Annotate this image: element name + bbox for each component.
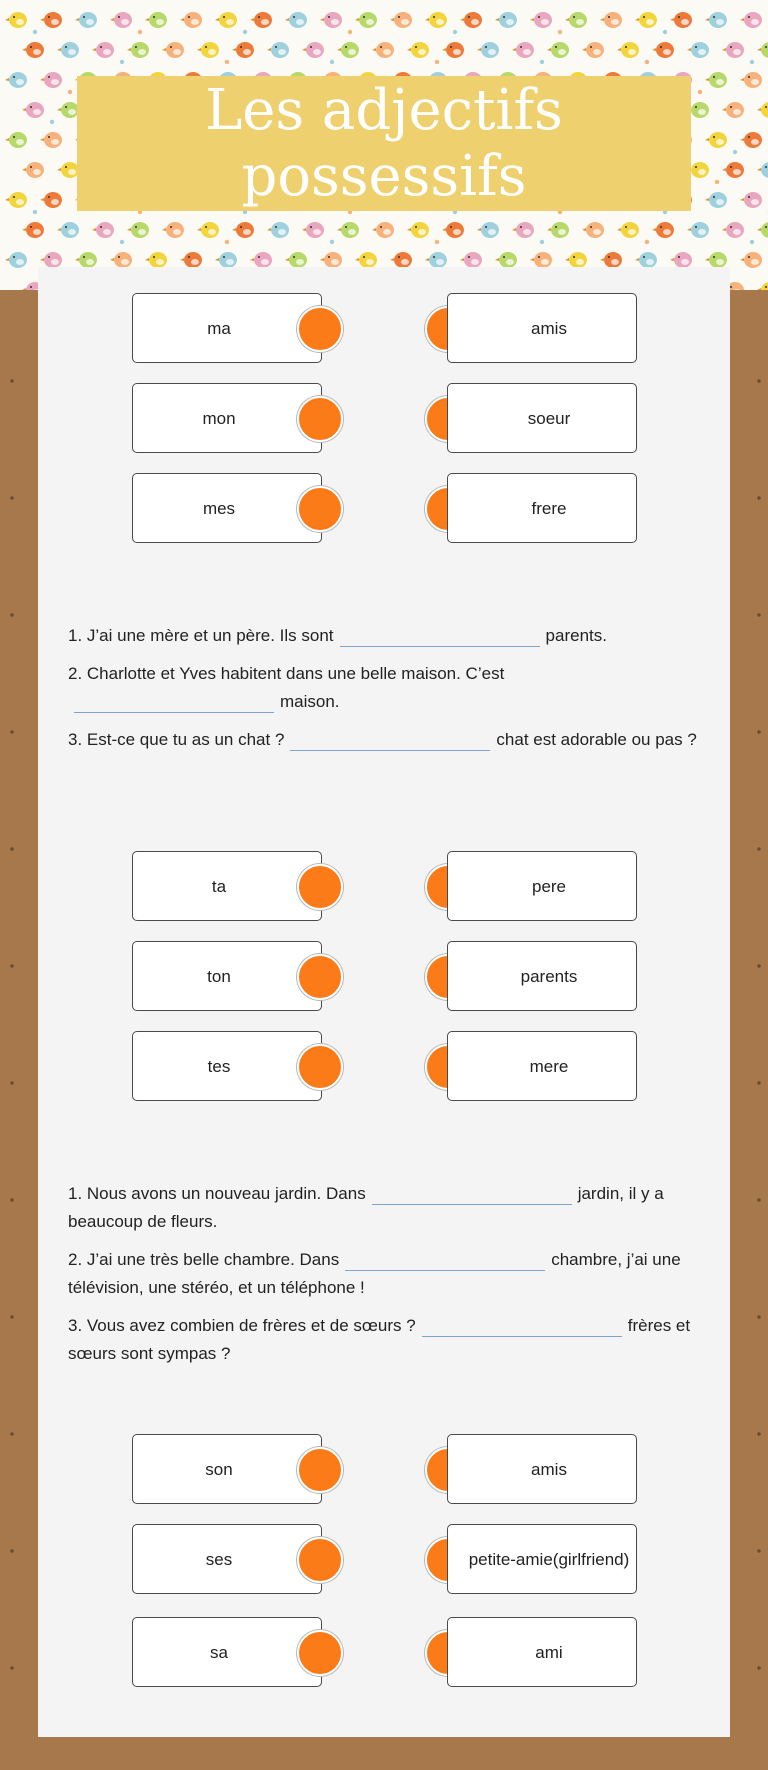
bird-motif [40, 252, 62, 268]
match-card-right: ami [447, 1617, 637, 1687]
bird-motif [110, 252, 132, 268]
bird-motif [57, 102, 79, 118]
connector-dot[interactable] [297, 1447, 343, 1493]
bird-motif [740, 132, 762, 148]
title-box [77, 76, 691, 211]
match-card-left: mon [132, 383, 322, 453]
bird-motif [635, 12, 657, 28]
question [68, 1312, 700, 1368]
bird-motif [22, 102, 44, 118]
bird-motif [705, 132, 727, 148]
bird-motif [722, 222, 744, 238]
bird-motif [75, 252, 97, 268]
bird-motif [250, 252, 272, 268]
bird-motif [600, 252, 622, 268]
question-text: 2. J’ai une très belle chambre. Dans [68, 1250, 340, 1269]
bird-motif [337, 42, 359, 58]
answer-field[interactable] [422, 1317, 622, 1337]
confetti-dot [225, 60, 229, 64]
connector-dot[interactable] [297, 1630, 343, 1676]
bird-motif [757, 222, 768, 238]
bird-motif [5, 252, 27, 268]
bird-motif [110, 12, 132, 28]
bird-motif [145, 12, 167, 28]
connector-dot[interactable] [297, 486, 343, 532]
bird-motif [57, 42, 79, 58]
bird-motif [5, 132, 27, 148]
bird-motif [232, 222, 254, 238]
bird-motif [477, 42, 499, 58]
bird-motif [5, 192, 27, 208]
confetti-dot [348, 30, 352, 34]
connector-dot[interactable] [297, 954, 343, 1000]
bird-motif [337, 222, 359, 238]
bird-motif [22, 42, 44, 58]
bird-motif [320, 252, 342, 268]
bird-motif [722, 162, 744, 178]
answer-field[interactable] [340, 627, 540, 647]
bird-motif [22, 222, 44, 238]
bird-motif [57, 162, 79, 178]
match-card-right: mere [447, 1031, 637, 1101]
bird-motif [92, 222, 114, 238]
bird-motif [652, 222, 674, 238]
match-row [38, 1434, 730, 1504]
bird-motif [285, 12, 307, 28]
bird-motif [565, 12, 587, 28]
confetti-dot [645, 240, 649, 244]
bird-motif [5, 12, 27, 28]
bird-motif [670, 252, 692, 268]
header-banner [0, 0, 768, 290]
bird-motif [302, 222, 324, 238]
bird-motif [372, 42, 394, 58]
match-card-left: mes [132, 473, 322, 543]
bird-motif [442, 42, 464, 58]
bird-motif [687, 42, 709, 58]
match-card-left: ton [132, 941, 322, 1011]
match-card-left: sa [132, 1617, 322, 1687]
confetti-dot [715, 180, 719, 184]
bird-motif [477, 222, 499, 238]
bird-motif [390, 252, 412, 268]
confetti-dot [540, 240, 544, 244]
bird-motif [512, 42, 534, 58]
bird-motif [757, 162, 768, 178]
connector-dot[interactable] [297, 1537, 343, 1583]
bird-motif [57, 222, 79, 238]
match-row [38, 851, 730, 921]
bird-motif [582, 222, 604, 238]
bird-motif [530, 252, 552, 268]
bird-motif [355, 252, 377, 268]
bird-motif [705, 252, 727, 268]
bird-motif [425, 252, 447, 268]
bird-motif [162, 42, 184, 58]
bird-motif [127, 222, 149, 238]
bird-motif [740, 72, 762, 88]
bird-motif [652, 42, 674, 58]
match-row [38, 293, 730, 363]
bird-motif [757, 102, 768, 118]
question [68, 660, 700, 716]
confetti-dot [225, 240, 229, 244]
bird-motif [740, 192, 762, 208]
question-text: chat est adorable ou pas ? [496, 730, 697, 749]
confetti-dot [733, 150, 737, 154]
bird-motif [250, 12, 272, 28]
confetti-dot [120, 240, 124, 244]
bird-motif [180, 12, 202, 28]
bird-motif [722, 102, 744, 118]
bird-motif [5, 72, 27, 88]
confetti-dot [750, 240, 754, 244]
fill-in-exercise-2 [68, 1180, 700, 1378]
confetti-dot [750, 60, 754, 64]
match-card-left: tes [132, 1031, 322, 1101]
bird-motif [355, 12, 377, 28]
connector-dot[interactable] [297, 864, 343, 910]
bird-motif [635, 252, 657, 268]
confetti-dot [50, 120, 54, 124]
confetti-dot [120, 60, 124, 64]
question-text: 3. Est-ce que tu as un chat ? [68, 730, 285, 749]
confetti-dot [663, 30, 667, 34]
confetti-dot [645, 60, 649, 64]
connector-dot[interactable] [297, 306, 343, 352]
bird-motif [740, 252, 762, 268]
match-card-right: petite-amie(girlfriend) [447, 1524, 637, 1594]
bird-motif [145, 252, 167, 268]
bird-motif [215, 12, 237, 28]
bird-motif [705, 72, 727, 88]
bird-motif [512, 222, 534, 238]
confetti-dot [138, 30, 142, 34]
bird-motif [302, 42, 324, 58]
bird-motif [22, 162, 44, 178]
fill-in-exercise-1 [68, 622, 700, 764]
bird-motif [565, 252, 587, 268]
question-text: 1. Nous avons un nouveau jardin. Dans [68, 1184, 366, 1203]
bird-motif [232, 42, 254, 58]
bird-motif [320, 12, 342, 28]
match-card-left: ses [132, 1524, 322, 1594]
bird-motif [197, 222, 219, 238]
connector-dot[interactable] [297, 1044, 343, 1090]
bird-motif [390, 12, 412, 28]
bird-motif [617, 222, 639, 238]
bird-motif [162, 222, 184, 238]
bird-motif [215, 252, 237, 268]
bird-motif [285, 252, 307, 268]
question-text: 2. Charlotte et Yves habitent dans une belle maison. C’est [68, 664, 505, 683]
question [68, 622, 700, 650]
match-card-right: frere [447, 473, 637, 543]
bird-motif [705, 192, 727, 208]
match-row [38, 473, 730, 543]
bird-motif [530, 12, 552, 28]
bird-motif [670, 12, 692, 28]
bird-motif [757, 42, 768, 58]
bird-motif [495, 252, 517, 268]
bird-motif [127, 42, 149, 58]
question-text: 1. J’ai une mère et un père. Ils sont [68, 626, 334, 645]
match-row [38, 1617, 730, 1687]
question [68, 726, 700, 754]
bird-motif [75, 12, 97, 28]
answer-field[interactable] [290, 731, 490, 751]
match-card-right: amis [447, 1434, 637, 1504]
bird-motif [600, 12, 622, 28]
match-card-right: amis [447, 293, 637, 363]
question [68, 1180, 700, 1236]
confetti-dot [435, 240, 439, 244]
bird-motif [40, 12, 62, 28]
bird-motif [547, 222, 569, 238]
bird-motif [92, 42, 114, 58]
question-text: frères et sœurs sont sympas ? [68, 1316, 691, 1363]
match-card-left: son [132, 1434, 322, 1504]
bird-motif [740, 12, 762, 28]
answer-field[interactable] [372, 1185, 572, 1205]
confetti-dot [68, 90, 72, 94]
bird-motif [197, 42, 219, 58]
bird-motif [40, 72, 62, 88]
confetti-dot [330, 240, 334, 244]
match-card-left: ta [132, 851, 322, 921]
bird-motif [407, 222, 429, 238]
bird-motif [407, 42, 429, 58]
question-text: maison. [280, 692, 340, 711]
question-text: 3. Vous avez combien de frères et de sœurs ? [68, 1316, 416, 1335]
bird-motif [705, 12, 727, 28]
bird-motif [425, 12, 447, 28]
question [68, 1246, 700, 1302]
question-text: parents. [545, 626, 607, 645]
match-row [38, 941, 730, 1011]
confetti-dot [33, 30, 37, 34]
question-text: chambre, j’ai une télévision, une stéréo, et un téléphone ! [68, 1250, 681, 1297]
bird-motif [582, 42, 604, 58]
question-text: jardin, il y a beaucoup de fleurs. [68, 1184, 664, 1231]
bird-motif [267, 42, 289, 58]
confetti-dot [698, 90, 702, 94]
worksheet [38, 267, 730, 1737]
bird-motif [460, 12, 482, 28]
answer-field[interactable] [74, 693, 274, 713]
bird-motif [180, 252, 202, 268]
bird-motif [617, 42, 639, 58]
confetti-dot [330, 60, 334, 64]
confetti-dot [558, 30, 562, 34]
page-title: Les adjectifs possessifs [205, 77, 563, 209]
match-row [38, 1031, 730, 1101]
confetti-dot [540, 60, 544, 64]
confetti-dot [435, 60, 439, 64]
bird-motif [460, 252, 482, 268]
bird-motif [495, 12, 517, 28]
bird-motif [372, 222, 394, 238]
bird-motif [267, 222, 289, 238]
confetti-dot [243, 30, 247, 34]
bird-motif [687, 222, 709, 238]
bird-motif [722, 42, 744, 58]
bird-motif [757, 282, 768, 290]
bird-motif [40, 132, 62, 148]
match-row [38, 383, 730, 453]
bird-motif [547, 42, 569, 58]
bird-motif [40, 192, 62, 208]
confetti-dot [33, 210, 37, 214]
bird-motif [442, 222, 464, 238]
connector-dot[interactable] [297, 396, 343, 442]
confetti-dot [453, 30, 457, 34]
match-card-right: parents [447, 941, 637, 1011]
match-row [38, 1524, 730, 1594]
match-card-right: pere [447, 851, 637, 921]
match-card-left: ma [132, 293, 322, 363]
answer-field[interactable] [345, 1251, 545, 1271]
match-card-right: soeur [447, 383, 637, 453]
